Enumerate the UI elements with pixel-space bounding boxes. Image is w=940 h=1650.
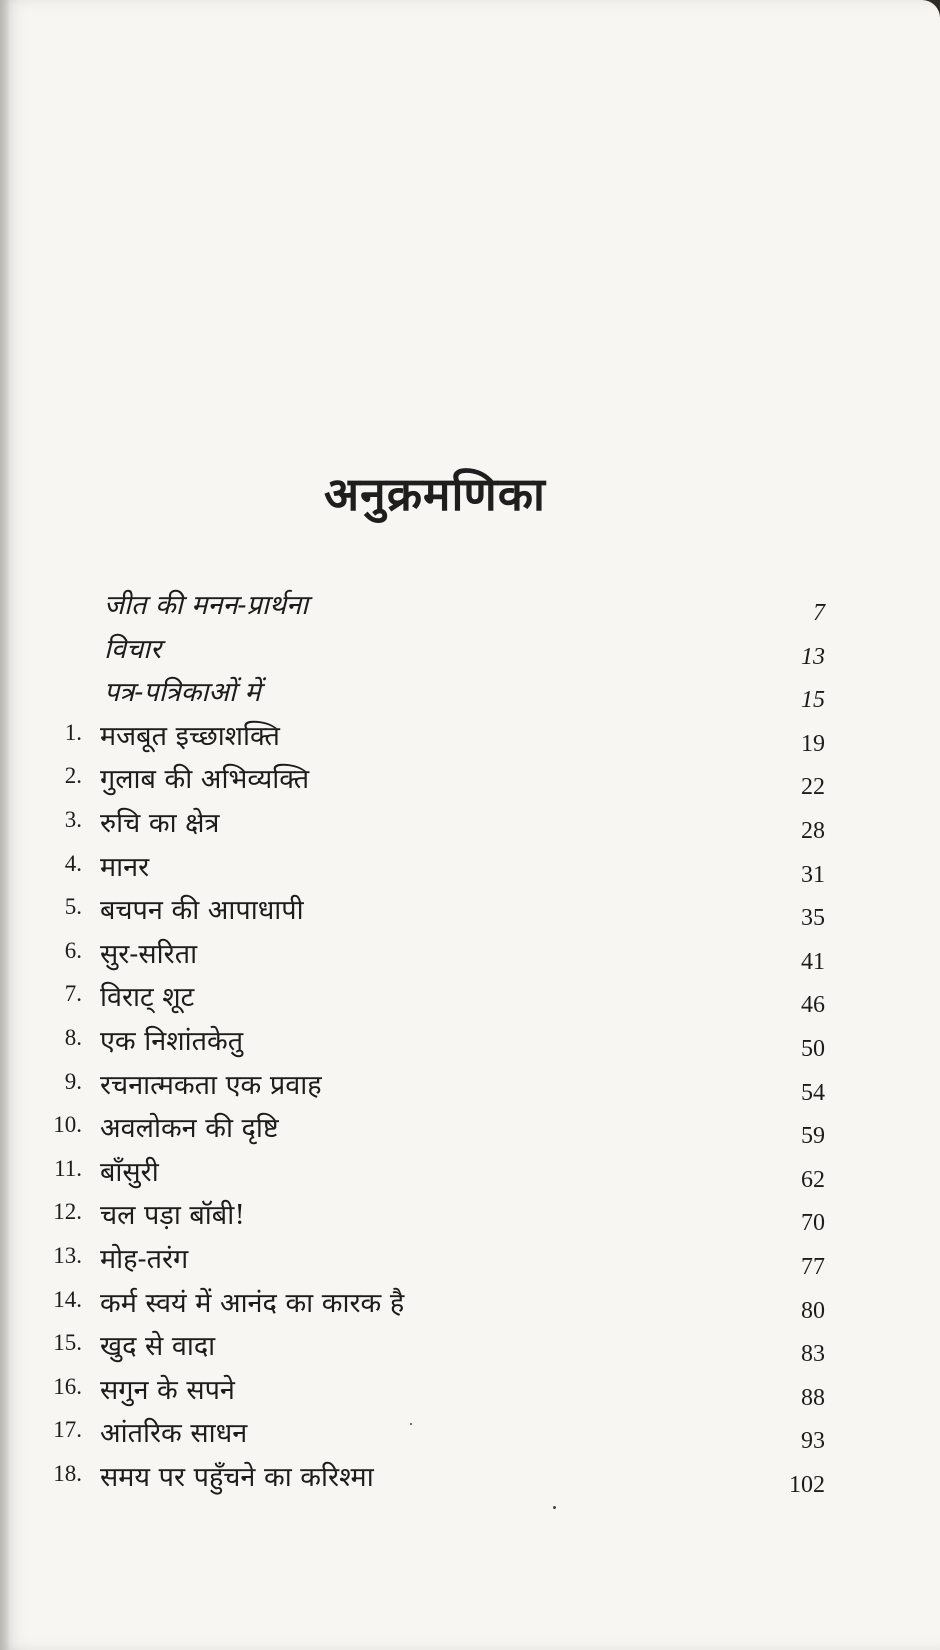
page-number: 62 xyxy=(801,1166,825,1193)
chapter-title: सुर-सरिता xyxy=(100,938,198,970)
chapter-number: 1. xyxy=(64,719,82,745)
page-number: 77 xyxy=(801,1254,825,1280)
chapter-title: एक निशांतकेतु xyxy=(100,1026,244,1057)
chapter-number: 7. xyxy=(64,981,82,1007)
chapter-number: 17. xyxy=(53,1417,82,1443)
front-matter-title: जीत की मनन-प्रार्थना xyxy=(104,590,309,621)
chapter-title: रुचि का क्षेत्र xyxy=(100,808,220,839)
chapter-number: 6. xyxy=(64,937,82,963)
page-number: 28 xyxy=(801,818,825,844)
chapter-title: कर्म स्वयं में आनंद का कारक है xyxy=(100,1287,405,1319)
chapter-number: 12. xyxy=(53,1199,82,1225)
page-number: 46 xyxy=(801,992,825,1019)
chapter-title: मजबूत इच्छाशक्ति xyxy=(100,720,280,752)
page-number: 13 xyxy=(801,643,825,670)
page-number: 83 xyxy=(801,1341,825,1368)
chapter-number: 5. xyxy=(64,894,82,920)
page-number: 54 xyxy=(801,1079,825,1106)
page-number: 19 xyxy=(801,730,825,757)
page-number: 80 xyxy=(801,1297,825,1324)
chapter-title: विराट् शूट xyxy=(100,982,195,1014)
page-title: अनुक्रमणिका xyxy=(324,467,546,521)
chapter-number: 8. xyxy=(64,1025,82,1050)
chapter-number: 15. xyxy=(53,1330,82,1356)
chapter-number: 4. xyxy=(64,850,82,876)
page-number: 41 xyxy=(801,948,825,975)
chapter-title: मानर xyxy=(100,851,150,883)
page-number: 102 xyxy=(789,1472,825,1498)
front-matter-title: विचार xyxy=(104,633,162,665)
page-number: 22 xyxy=(801,774,825,801)
chapter-number: 10. xyxy=(53,1112,82,1138)
page-number: 88 xyxy=(801,1384,825,1411)
page-number: 15 xyxy=(801,687,825,714)
ink-speck xyxy=(410,1423,412,1425)
chapter-title: गुलाब की अभिव्यक्ति xyxy=(100,764,310,796)
page-number: 93 xyxy=(801,1428,825,1455)
chapter-number: 11. xyxy=(54,1155,82,1181)
chapter-number: 2. xyxy=(64,763,82,789)
chapter-title: मोह-तरंग xyxy=(100,1244,189,1275)
chapter-title: अवलोकन की दृष्टि xyxy=(100,1113,279,1145)
chapter-title: रचनात्मकता एक प्रवाह xyxy=(100,1069,322,1101)
page-number: 59 xyxy=(801,1123,825,1150)
front-matter-title: पत्र-पत्रिकाओं में xyxy=(104,677,261,709)
chapter-number: 16. xyxy=(53,1373,82,1399)
page-number: 7 xyxy=(813,600,825,626)
chapter-title: आंतरिक साधन xyxy=(100,1418,248,1450)
chapter-number: 13. xyxy=(53,1243,82,1268)
chapter-number: 9. xyxy=(64,1068,82,1094)
chapter-title: बाँसुरी xyxy=(100,1156,159,1188)
chapter-title: चल पड़ा बॉबी! xyxy=(100,1200,246,1232)
chapter-number: 18. xyxy=(53,1461,82,1486)
chapter-title: सगुन के सपने xyxy=(100,1374,235,1406)
page-number: 50 xyxy=(801,1036,825,1062)
page-number: 31 xyxy=(801,861,825,888)
page-number: 70 xyxy=(801,1210,825,1237)
ink-speck xyxy=(553,1506,556,1509)
chapter-title: समय पर पहुँचने का करिश्मा xyxy=(100,1462,374,1493)
chapter-title: बचपन की आपाधापी xyxy=(100,895,304,927)
chapter-title: खुद से वादा xyxy=(100,1331,216,1363)
chapter-number: 14. xyxy=(53,1286,82,1312)
page-number: 35 xyxy=(801,905,825,932)
chapter-number: 3. xyxy=(64,807,82,832)
